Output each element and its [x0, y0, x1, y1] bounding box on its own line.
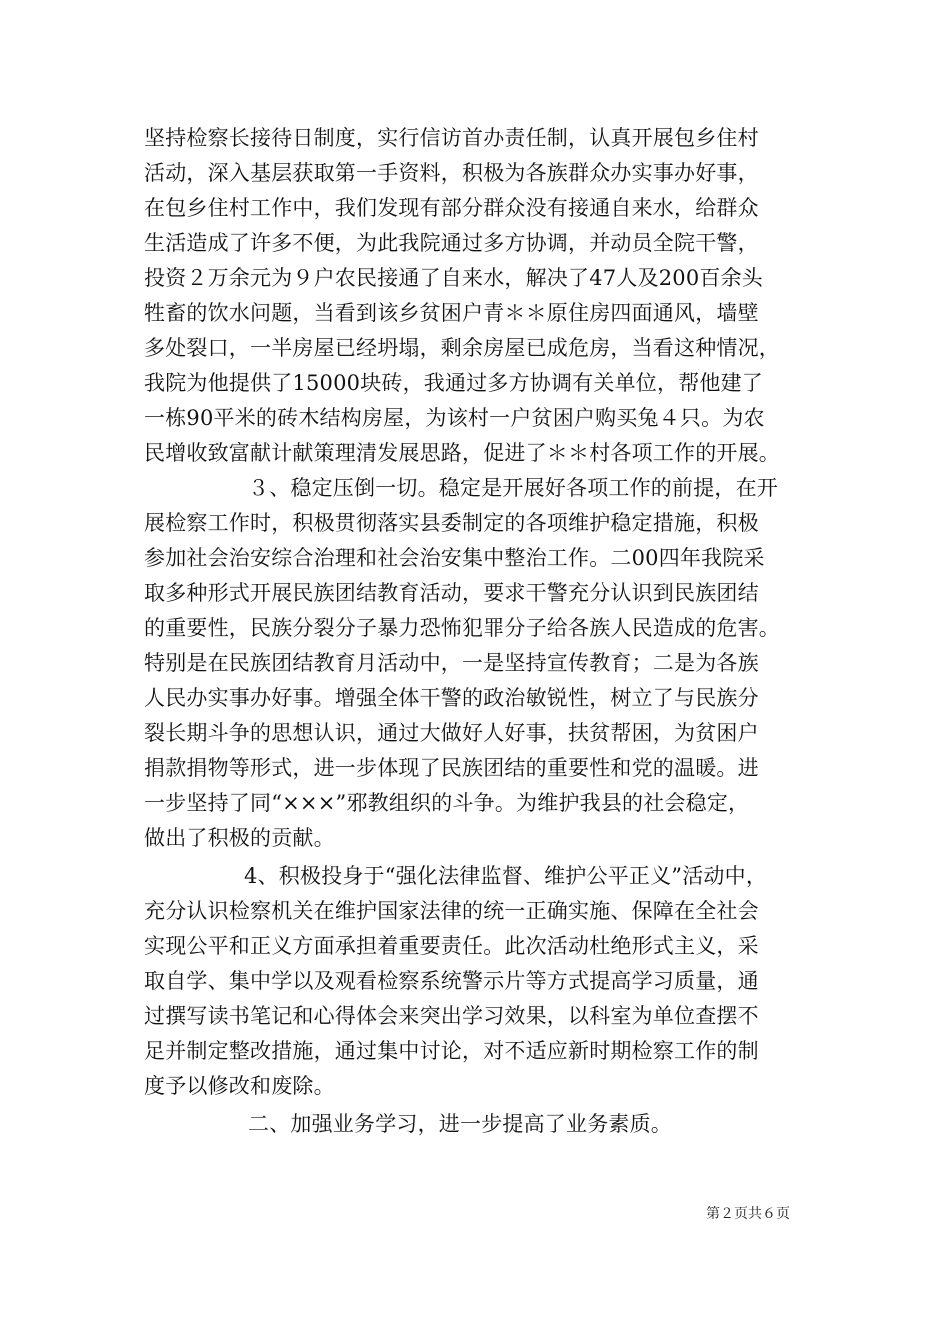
- text-line: 的重要性，民族分裂分子暴力恐怖犯罪分子给各族人民造成的危害。: [144, 616, 780, 640]
- document-body: [144, 121, 824, 1142]
- text-line: 多处裂口，一半房屋已经坍塌，剩余房屋已成危房，当看这种情况，: [144, 336, 780, 360]
- text-line: 人民办实事办好事。增强全体干警的政治敏锐性，树立了与民族分: [144, 686, 759, 710]
- text-line: 做出了积极的贡献。: [144, 826, 335, 850]
- text-line: 我院为他提供了15000块砖，我通过多方协调有关单位，帮他建了: [144, 371, 764, 395]
- text-line: 特别是在民族团结教育月活动中，一是坚持宣传教育；二是为各族: [144, 651, 759, 675]
- text-line: 民增收致富献计献策理清发展思路，促进了＊＊村各项工作的开展。: [144, 441, 780, 465]
- text-line: 过撰写读书笔记和心得体会来突出学习效果，以科室为单位查摆不: [144, 1004, 759, 1028]
- text-line: 坚持检察长接待日制度，实行信访首办责任制，认真开展包乡住村: [144, 126, 759, 150]
- text-line: 捐款捐物等形式，进一步体现了民族团结的重要性和党的温暖。进: [144, 756, 759, 780]
- text-line: 取自学、集中学以及观看检察系统警示片等方式提高学习质量，通: [144, 969, 759, 993]
- text-line: 投资２万余元为９户农民接通了自来水，解决了47人及200百余头: [144, 266, 764, 290]
- section-heading-business-study: 二、加强业务学习，进一步提高了业务素质。: [248, 1112, 672, 1136]
- text-line: 在包乡住村工作中，我们发现有部分群众没有接通自来水，给群众: [144, 196, 759, 220]
- text-line: 一栋90平米的砖木结构房屋，为该村一户贫困户购买兔４只。为农: [144, 406, 765, 430]
- text-line: 展检察工作时，积极贯彻落实县委制定的各项维护稳定措施，积极: [144, 511, 759, 535]
- page-number-footer: 第２页共６页: [706, 1206, 790, 1222]
- text-line: 一步坚持了同“×××”邪教组织的斗争。为维护我县的社会稳定，: [144, 791, 750, 815]
- text-line: 参加社会治安综合治理和社会治安集中整治工作。二00四年我院采: [144, 546, 765, 570]
- text-line: 实现公平和正义方面承担着重要责任。此次活动杜绝形式主义，采: [144, 934, 759, 958]
- section-heading-legal-supervision: 4、积极投身于“强化法律监督、维护公平正义”活动中，: [244, 864, 768, 888]
- text-line: 充分认识检察机关在维护国家法律的统一正确实施、保障在全社会: [144, 899, 759, 923]
- text-line: 牲畜的饮水问题，当看到该乡贫困户青＊＊原住房四面通风，墙壁: [144, 301, 759, 325]
- text-line: 度予以修改和废除。: [144, 1074, 335, 1098]
- text-line: 取多种形式开展民族团结教育活动，要求干警充分认识到民族团结: [144, 581, 759, 605]
- text-line: 生活造成了许多不便，为此我院通过多方协调，并动员全院干警，: [144, 231, 759, 255]
- text-line: 活动，深入基层获取第一手资料，积极为各族群众办实事办好事，: [144, 161, 759, 185]
- text-line: 足并制定整改措施，通过集中讨论，对不适应新时期检察工作的制: [144, 1039, 759, 1063]
- section-heading-stability: ３、稳定压倒一切。稳定是开展好各项工作的前提，在开: [248, 476, 778, 500]
- text-line: 裂长期斗争的思想认识，通过大做好人好事，扶贫帮困，为贫困户: [144, 721, 759, 745]
